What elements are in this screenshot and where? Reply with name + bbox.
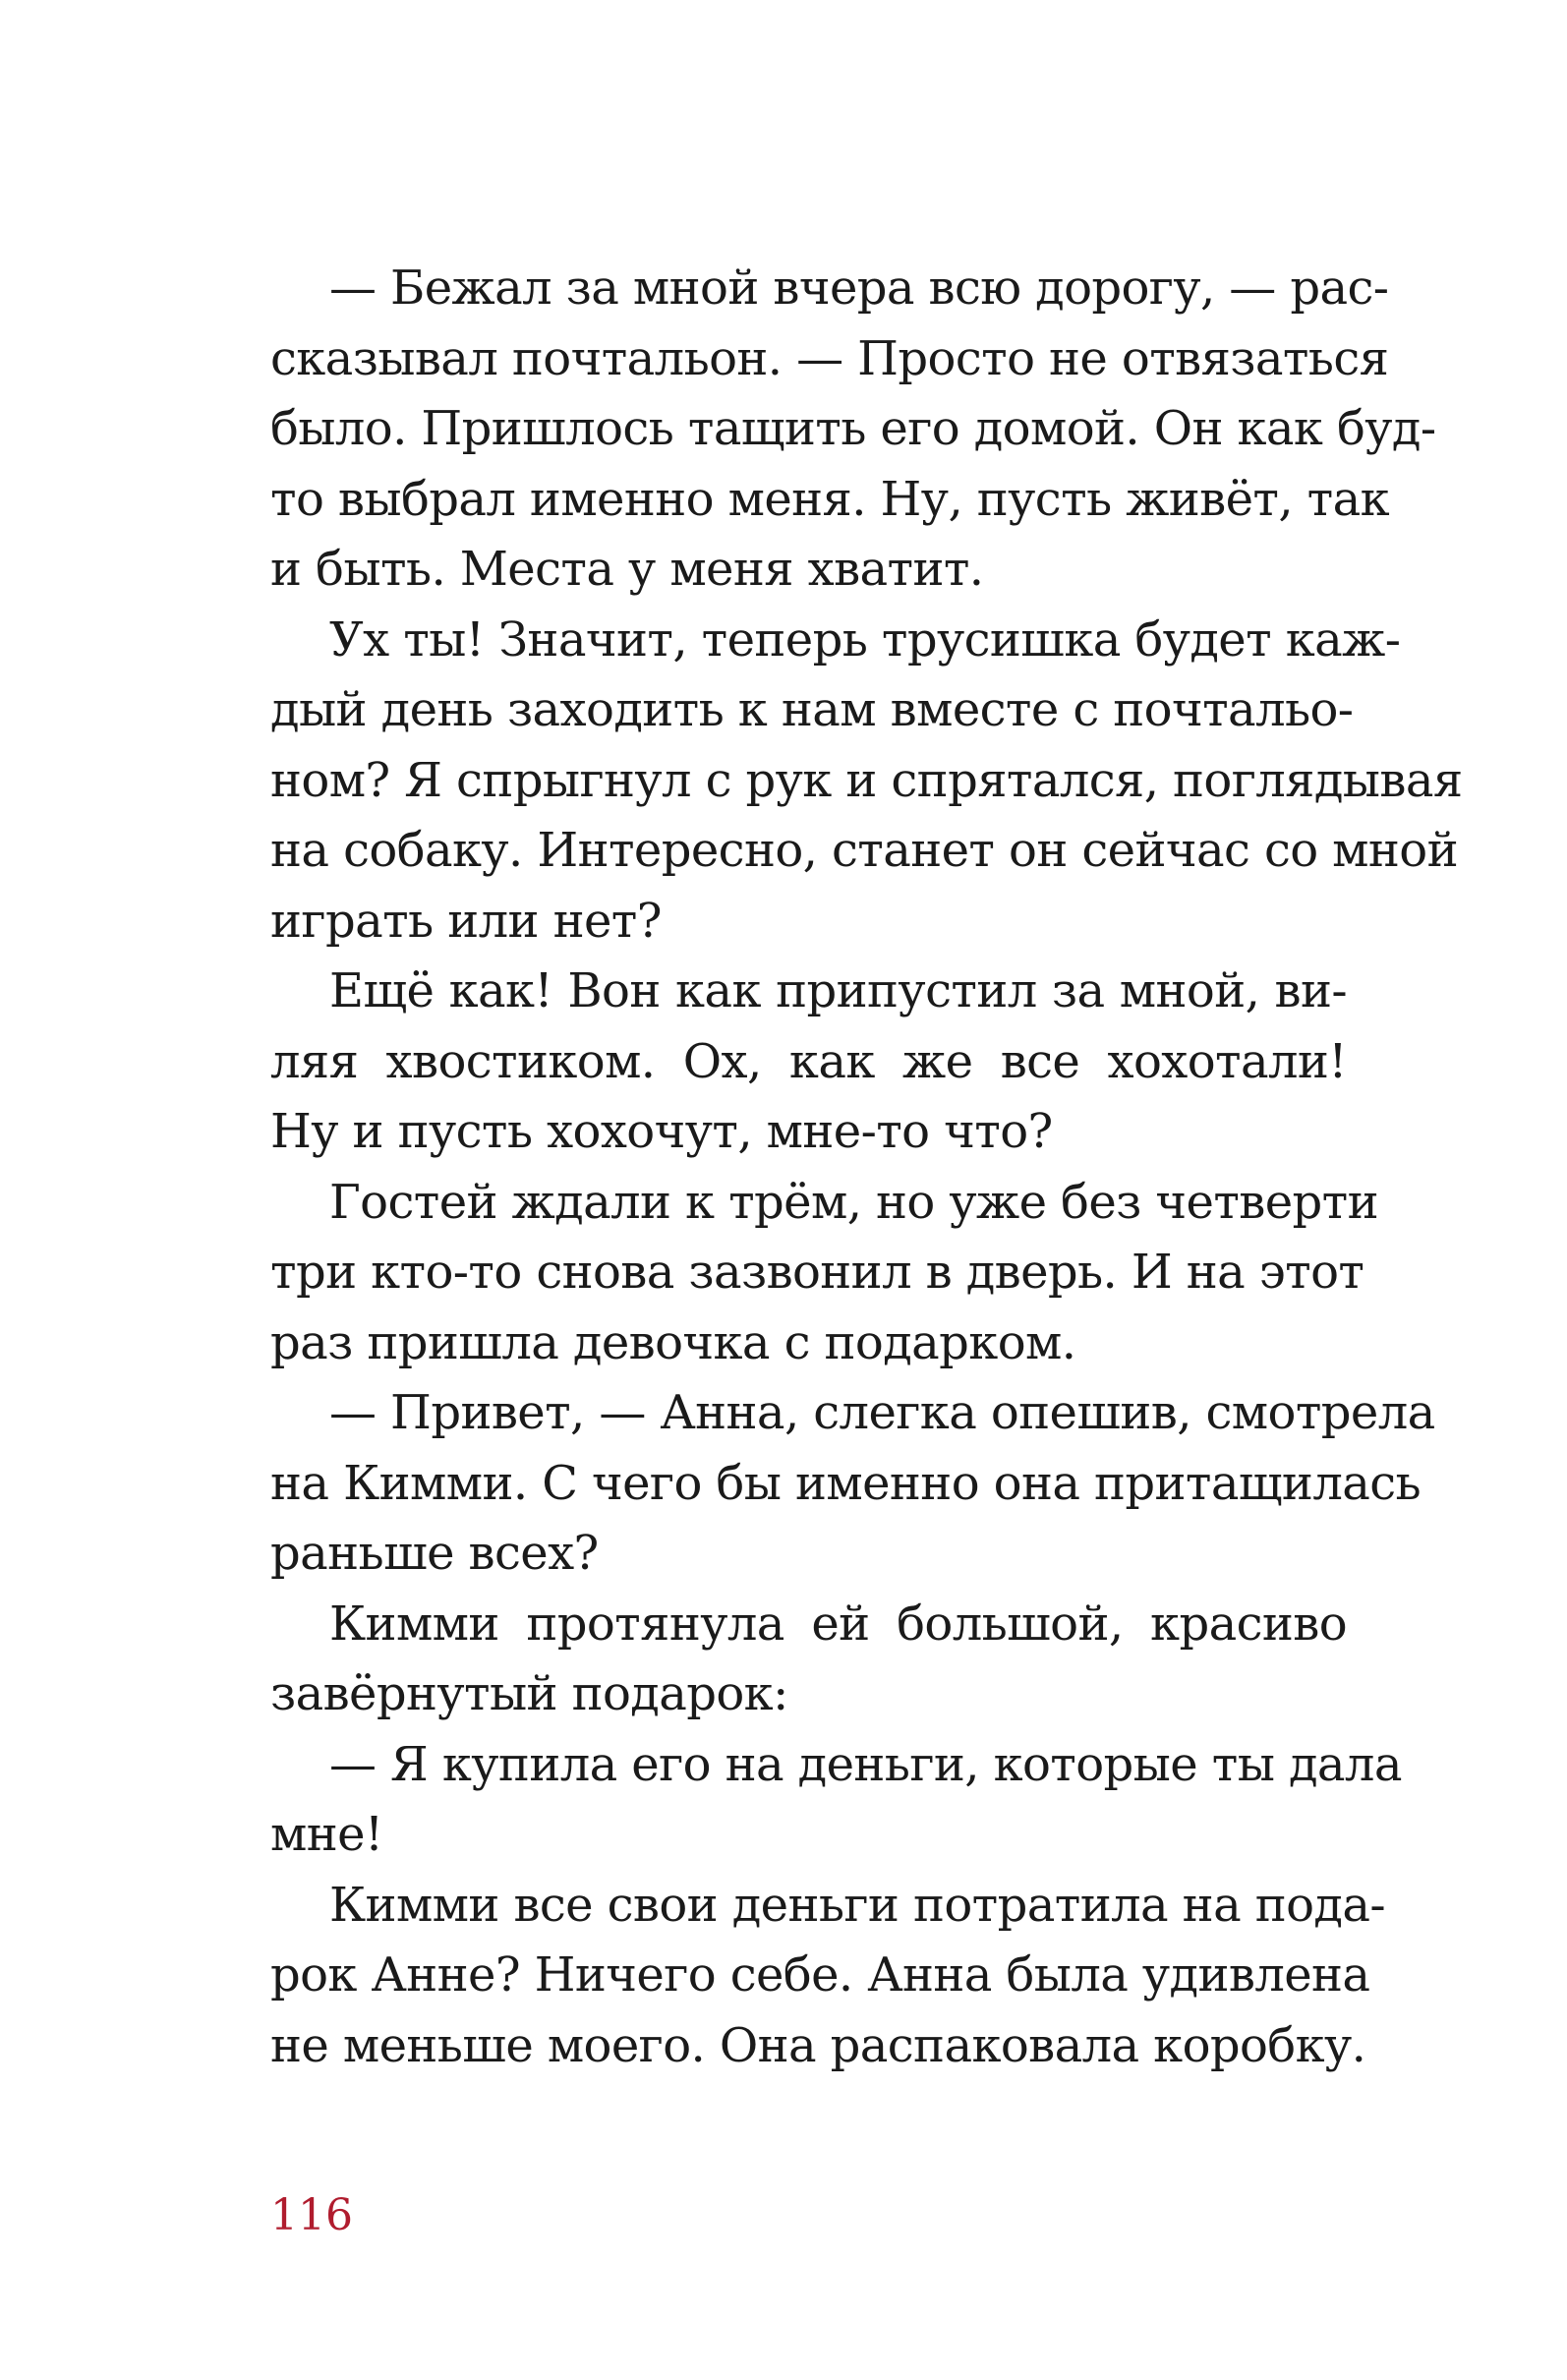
- text-line: — Я купила его на деньги, которые ты дала: [329, 1736, 1402, 1792]
- text-line: было. Пришлось тащить его домой. Он как буд-: [270, 401, 1436, 456]
- text-line: то выбрал именно меня. Ну, пусть живёт, так: [270, 471, 1390, 527]
- text-line: рок Анне? Ничего себе. Анна была удивлена: [270, 1947, 1370, 2003]
- text-line: Гостей ждали к трём, но уже без четверти: [329, 1174, 1378, 1230]
- text-line: ном? Я спрыгнул с рук и спрятался, поглядывая: [270, 752, 1463, 808]
- text-line: завёрнутый подарок:: [270, 1666, 788, 1721]
- text-line: не меньше моего. Она распаковала коробку.: [270, 2017, 1366, 2073]
- text-line: — Привет, — Анна, слегка опешив, смотрела: [329, 1385, 1435, 1440]
- body-text: [270, 254, 1463, 2081]
- text-line: Ну и пусть хохочут, мне-то что?: [270, 1104, 1053, 1159]
- text-line: Кимми все свои деньги потратила на пода-: [329, 1877, 1386, 1933]
- text-line: Ух ты! Значит, теперь трусишка будет каж-: [329, 611, 1401, 668]
- text-line: Кимми протянула ей большой, красиво: [329, 1596, 1347, 1652]
- text-line: мне!: [270, 1807, 383, 1862]
- text-line: сказывал почтальон. — Просто не отвязаться: [270, 330, 1389, 386]
- text-line: три кто-то снова зазвонил в дверь. И на этот: [270, 1245, 1364, 1300]
- text-line: и быть. Места у меня хватит.: [270, 542, 984, 597]
- text-line: играть или нет?: [270, 893, 662, 949]
- text-line: раньше всех?: [270, 1526, 599, 1581]
- text-line: дый день заходить к нам вместе с почтальо-: [270, 682, 1354, 737]
- text-line: — Бежал за мной вчера всю дорогу, — рас-: [329, 261, 1389, 316]
- text-line: на Кимми. С чего бы именно она притащилась: [270, 1455, 1422, 1511]
- text-line: Ещё как! Вон как припустил за мной, ви-: [329, 963, 1347, 1018]
- page-number: 116: [270, 2190, 353, 2240]
- text-line: ляя хвостиком. Ох, как же все хохотали!: [270, 1033, 1347, 1089]
- text-line: раз пришла девочка с подарком.: [270, 1314, 1076, 1370]
- text-line: на собаку. Интересно, станет он сейчас со мной: [270, 823, 1459, 878]
